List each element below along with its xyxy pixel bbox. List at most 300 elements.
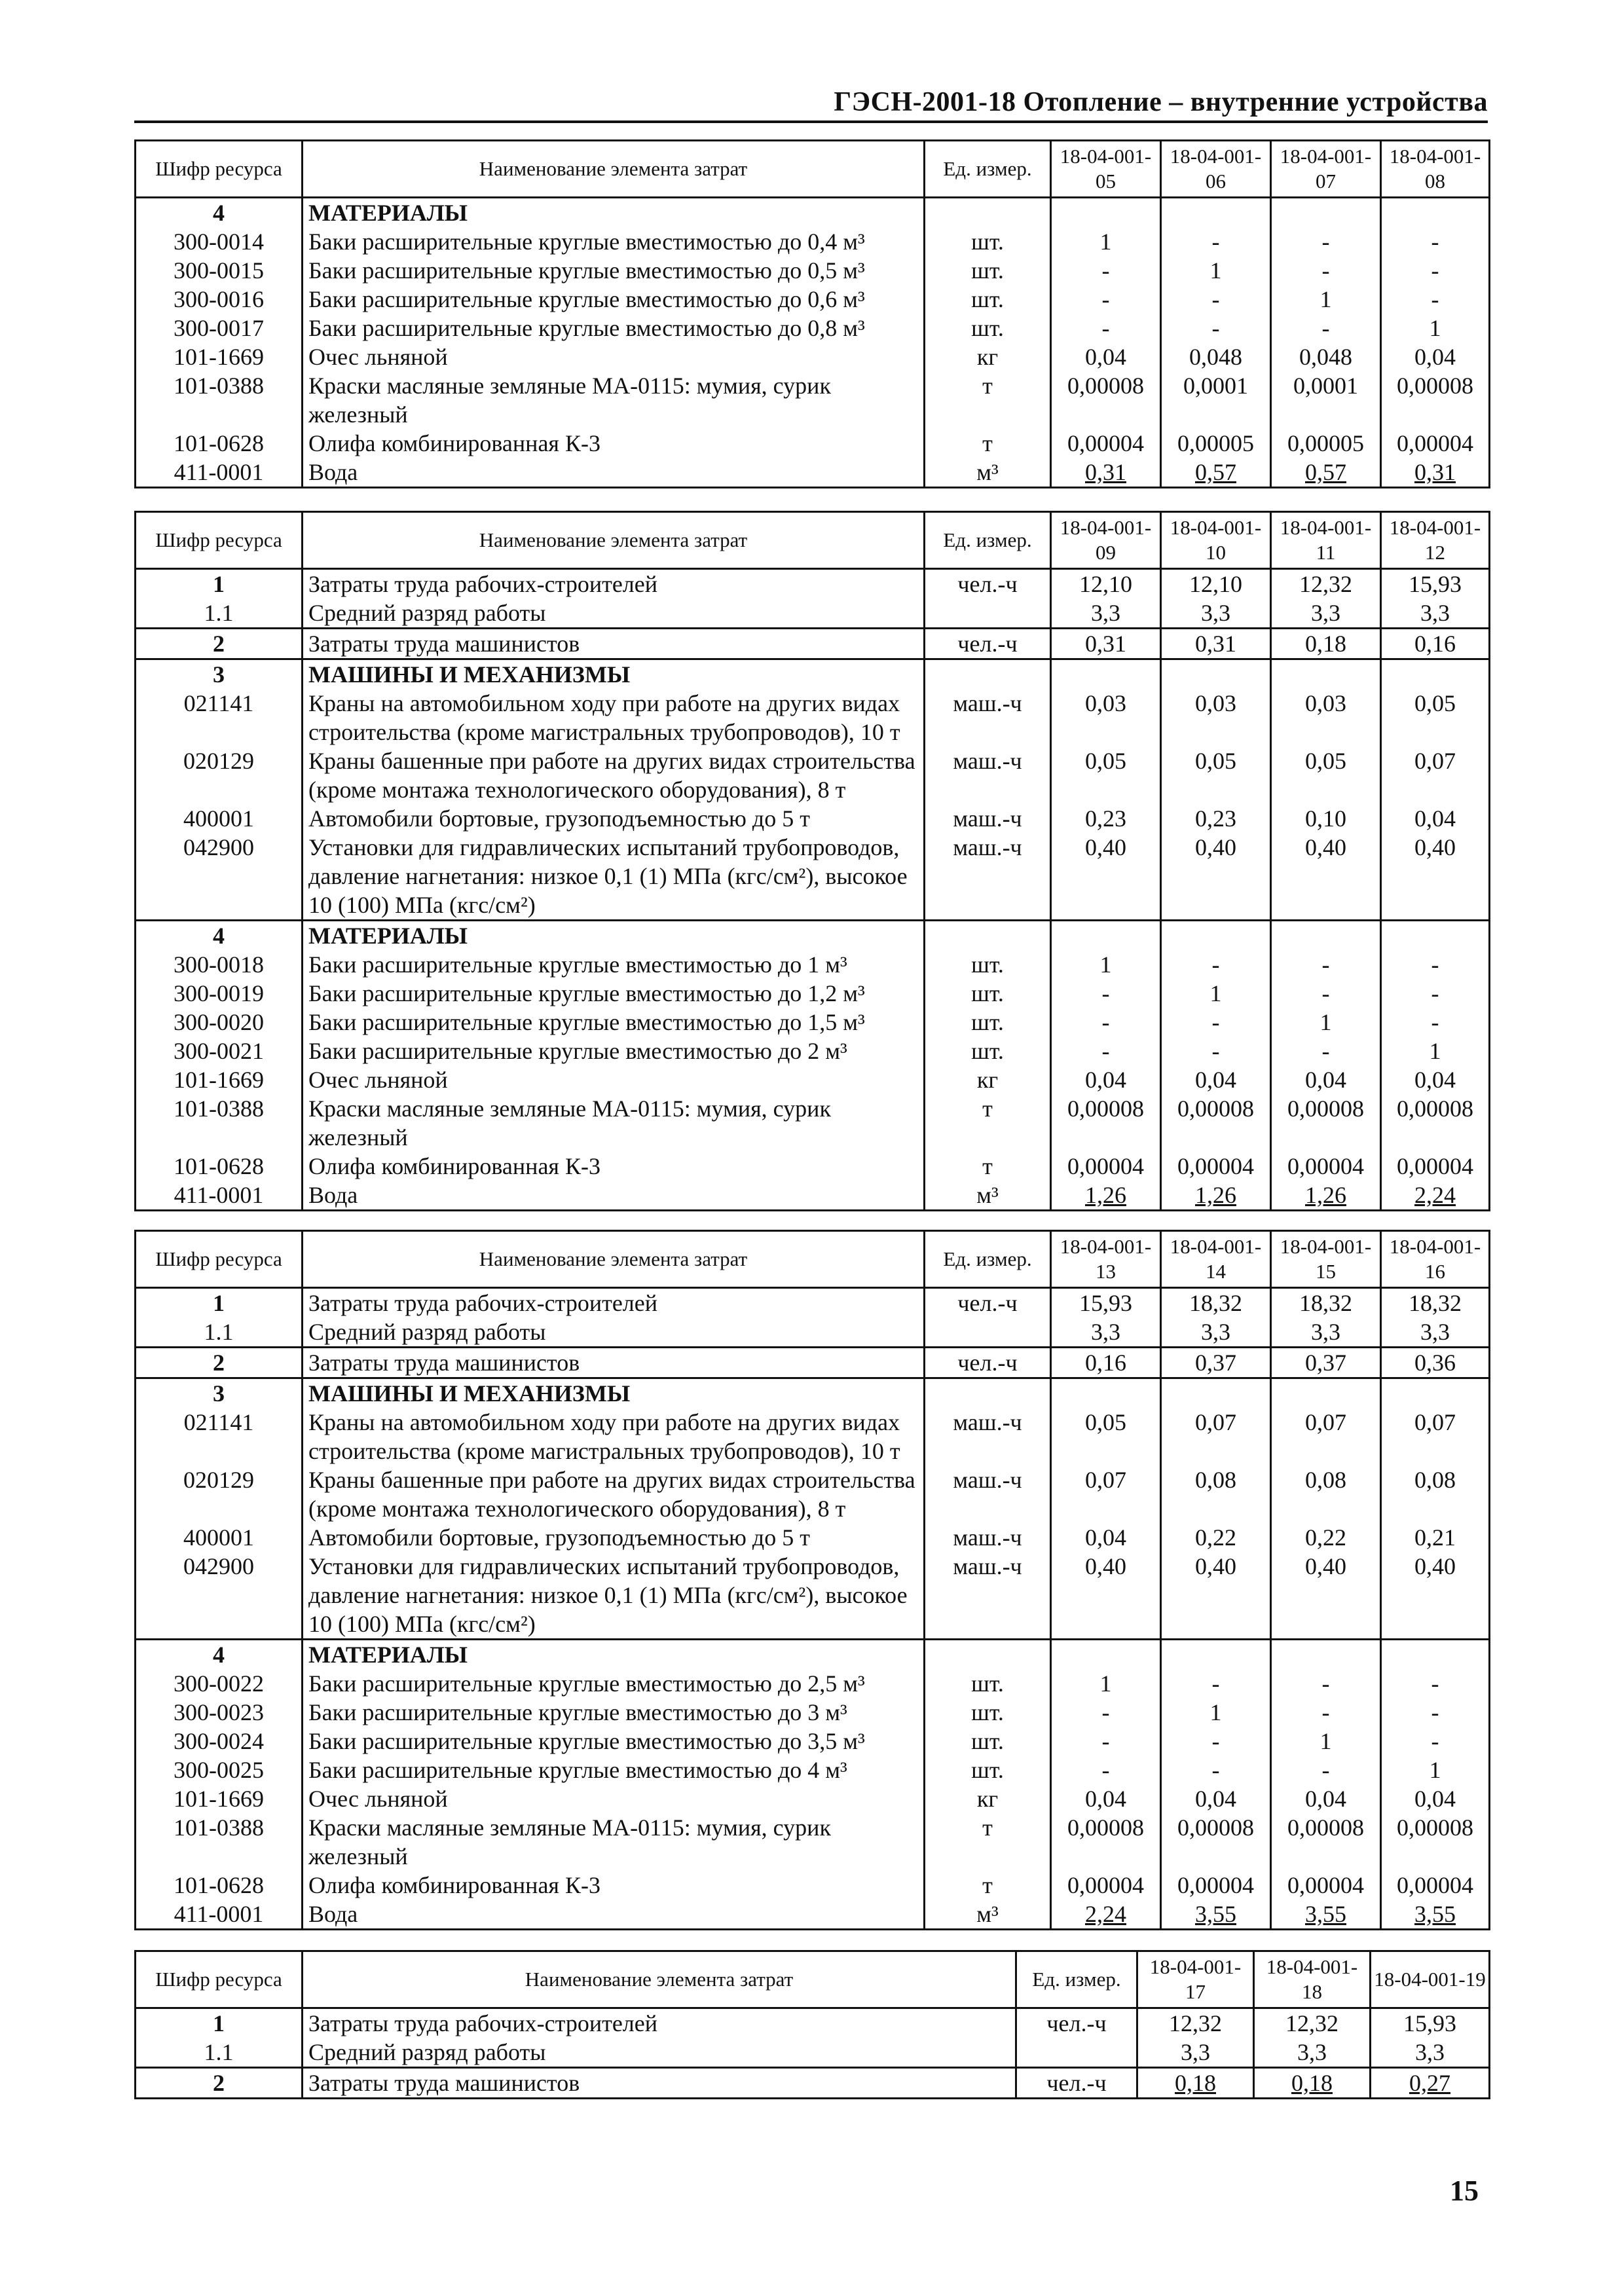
cell-value: 0,21 [1381, 1523, 1490, 1552]
table-row [136, 659, 1490, 690]
table-row [136, 429, 1490, 458]
cell-unit: шт. [925, 979, 1051, 1008]
cell-value: 0,05 [1271, 746, 1381, 804]
cell-unit: кг [925, 1065, 1051, 1094]
cell-code: 300-0023 [136, 1698, 303, 1727]
table-row [136, 458, 1490, 488]
cell-value: 12,32 [1254, 2008, 1371, 2038]
cell-value: 0,00008 [1051, 1813, 1161, 1871]
cell-value: 0,00004 [1161, 1871, 1271, 1900]
table-row [136, 1008, 1490, 1037]
header-norm-code: 18-04-001-11 [1271, 512, 1381, 569]
cell-unit: м³ [925, 1900, 1051, 1930]
cell-name: Баки расширительные круглые вместимостью до 0,4 м³ [303, 227, 925, 256]
cell-value: 0,18 [1271, 629, 1381, 659]
cell-code: 2 [136, 2068, 303, 2099]
cell-value: 0,03 [1051, 689, 1161, 746]
cell-unit [925, 659, 1051, 690]
table-row [136, 598, 1490, 629]
cell-name: Баки расширительные круглые вместимостью до 0,8 м³ [303, 314, 925, 342]
cell-value: 0,00004 [1381, 1871, 1490, 1900]
table-row [136, 198, 1490, 228]
cell-code: 020129 [136, 746, 303, 804]
cell-name: Очес льняной [303, 342, 925, 371]
cell-value: 0,04 [1381, 1784, 1490, 1813]
cell-value: 0,04 [1051, 1784, 1161, 1813]
cell-name: Баки расширительные круглые вместимостью до 4 м³ [303, 1756, 925, 1784]
cell-code: 4 [136, 198, 303, 228]
cell-value: 3,3 [1381, 598, 1490, 629]
cell-code: 101-0388 [136, 1813, 303, 1871]
table-row [136, 285, 1490, 314]
cell-value: - [1051, 1008, 1161, 1037]
cell-value: 0,40 [1051, 833, 1161, 921]
cell-value: 1 [1381, 1037, 1490, 1065]
cell-value [1051, 921, 1161, 951]
cell-value: 1 [1271, 285, 1381, 314]
table-row [136, 1756, 1490, 1784]
cell-unit: т [925, 1152, 1051, 1181]
cell-value: 0,00008 [1161, 1094, 1271, 1152]
cell-value: 0,00005 [1161, 429, 1271, 458]
cell-name: Очес льняной [303, 1065, 925, 1094]
cell-unit: чел.-ч [925, 1348, 1051, 1378]
cell-code: 300-0020 [136, 1008, 303, 1037]
resource-table-3 [134, 1230, 1490, 1930]
cell-unit: шт. [925, 1037, 1051, 1065]
cell-unit: маш.-ч [925, 804, 1051, 833]
header-norm-code: 18-04-001-07 [1271, 141, 1381, 198]
cell-value: 0,04 [1161, 1784, 1271, 1813]
header-norm-code: 18-04-001-19 [1371, 1951, 1490, 2008]
page-number: 15 [1450, 2175, 1479, 2207]
cell-name: Установки для гидравлических испытаний трубопроводов, давление нагнетания: низкое 0,1 (1) МПа (кгс/см²), высокое 10 (100) МПа (кгс/см²) [303, 833, 925, 921]
resource-table-1 [134, 139, 1490, 488]
cell-value [1051, 1378, 1161, 1408]
table-row [136, 1288, 1490, 1318]
cell-name: Краны на автомобильном ходу при работе на других видах строительства (кроме магистральных трубопроводов), 10 т [303, 1408, 925, 1465]
cell-name: Затраты труда рабочих-строителей [303, 569, 925, 599]
cell-value: 15,93 [1051, 1288, 1161, 1318]
cell-unit: м³ [925, 1181, 1051, 1211]
cell-value: 3,3 [1271, 598, 1381, 629]
cell-value: 0,40 [1051, 1552, 1161, 1640]
cell-value: - [1161, 314, 1271, 342]
resource-table-4 [134, 1950, 1490, 2099]
cell-code: 042900 [136, 1552, 303, 1640]
cell-value: - [1271, 1669, 1381, 1698]
cell-value [1051, 659, 1161, 690]
cell-value: - [1051, 1698, 1161, 1727]
cell-value: 0,00004 [1381, 1152, 1490, 1181]
cell-unit: маш.-ч [925, 746, 1051, 804]
table-row [136, 629, 1490, 659]
cell-value: 0,08 [1271, 1465, 1381, 1523]
cell-value: 0,00008 [1051, 1094, 1161, 1152]
cell-value: 0,37 [1271, 1348, 1381, 1378]
cell-name: Автомобили бортовые, грузоподъемностью до 5 т [303, 1523, 925, 1552]
cell-value: - [1051, 314, 1161, 342]
cell-unit: т [925, 1813, 1051, 1871]
table-row [136, 1871, 1490, 1900]
cell-value: - [1161, 1037, 1271, 1065]
cell-value: 1 [1051, 950, 1161, 979]
table-header-row [136, 512, 1490, 569]
cell-value: 0,57 [1271, 458, 1381, 488]
cell-value: 0,00004 [1051, 1152, 1161, 1181]
cell-value [1271, 198, 1381, 228]
cell-value: 3,3 [1137, 2038, 1254, 2068]
cell-code: 101-0388 [136, 1094, 303, 1152]
cell-value: 0,04 [1271, 1784, 1381, 1813]
cell-value: 15,93 [1371, 2008, 1490, 2038]
cell-code: 411-0001 [136, 1181, 303, 1211]
cell-value: 12,10 [1051, 569, 1161, 599]
cell-value: 3,3 [1254, 2038, 1371, 2068]
cell-value: 0,00005 [1271, 429, 1381, 458]
cell-value: 0,16 [1051, 1348, 1161, 1378]
cell-name: Затраты труда машинистов [303, 629, 925, 659]
cell-code: 101-0388 [136, 371, 303, 429]
table-row [136, 1640, 1490, 1670]
header-name: Наименование элемента затрат [303, 141, 925, 198]
cell-code: 042900 [136, 833, 303, 921]
table-row [136, 689, 1490, 746]
cell-value: 2,24 [1381, 1181, 1490, 1211]
cell-value: 18,32 [1161, 1288, 1271, 1318]
cell-unit: шт. [925, 1698, 1051, 1727]
cell-value: 0,00004 [1271, 1871, 1381, 1900]
cell-unit: чел.-ч [1016, 2068, 1137, 2099]
cell-value: 0,40 [1271, 833, 1381, 921]
table-row [136, 1065, 1490, 1094]
cell-value: 0,40 [1381, 833, 1490, 921]
header-norm-code: 18-04-001-15 [1271, 1231, 1381, 1288]
cell-code: 101-0628 [136, 1152, 303, 1181]
cell-code: 300-0018 [136, 950, 303, 979]
cell-value [1161, 198, 1271, 228]
cell-unit: т [925, 371, 1051, 429]
table-row [136, 1152, 1490, 1181]
cell-name: Установки для гидравлических испытаний трубопроводов, давление нагнетания: низкое 0,1 (1) МПа (кгс/см²), высокое 10 (100) МПа (кгс/см²) [303, 1552, 925, 1640]
cell-code: 101-0628 [136, 1871, 303, 1900]
cell-name: Баки расширительные круглые вместимостью до 1,5 м³ [303, 1008, 925, 1037]
cell-name: Баки расширительные круглые вместимостью до 2 м³ [303, 1037, 925, 1065]
table-row [136, 950, 1490, 979]
page-header [134, 84, 1488, 123]
cell-code: 4 [136, 921, 303, 951]
cell-value: 0,00008 [1271, 1813, 1381, 1871]
resource-table-2 [134, 511, 1490, 1211]
cell-value: 0,0001 [1271, 371, 1381, 429]
table-row [136, 1181, 1490, 1211]
cell-unit: чел.-ч [925, 1288, 1051, 1318]
cell-name: Баки расширительные круглые вместимостью до 1,2 м³ [303, 979, 925, 1008]
cell-value: 0,00004 [1051, 1871, 1161, 1900]
cell-value: 0,00008 [1051, 371, 1161, 429]
cell-value: 0,04 [1051, 1065, 1161, 1094]
cell-value: - [1051, 1756, 1161, 1784]
cell-value: 0,04 [1161, 1065, 1271, 1094]
table-row [136, 1698, 1490, 1727]
cell-code: 300-0022 [136, 1669, 303, 1698]
cell-name: Баки расширительные круглые вместимостью до 1 м³ [303, 950, 925, 979]
cell-unit: шт. [925, 1008, 1051, 1037]
cell-value: 3,55 [1271, 1900, 1381, 1930]
cell-value: 0,31 [1161, 629, 1271, 659]
cell-code: 300-0014 [136, 227, 303, 256]
cell-code: 1 [136, 1288, 303, 1318]
header-norm-code: 18-04-001-09 [1051, 512, 1161, 569]
cell-value: - [1161, 950, 1271, 979]
page-header-title: ГЭСН-2001-18 Отопление – внутренние устройства [834, 87, 1488, 117]
cell-value: 0,05 [1381, 689, 1490, 746]
table-row [136, 314, 1490, 342]
cell-name: Баки расширительные круглые вместимостью до 3,5 м³ [303, 1727, 925, 1756]
cell-code: 2 [136, 629, 303, 659]
table-row [136, 1037, 1490, 1065]
cell-name: Краны башенные при работе на других видах строительства (кроме монтажа технологического оборудования), 8 т [303, 1465, 925, 1523]
cell-value: 0,27 [1371, 2068, 1490, 2099]
cell-value: - [1381, 1669, 1490, 1698]
cell-value: 12,10 [1161, 569, 1271, 599]
table-row [136, 256, 1490, 285]
cell-value: 0,22 [1271, 1523, 1381, 1552]
table-row [136, 569, 1490, 599]
header-norm-code: 18-04-001-13 [1051, 1231, 1161, 1288]
cell-value: 3,55 [1161, 1900, 1271, 1930]
cell-value: 0,40 [1271, 1552, 1381, 1640]
cell-value: 1 [1161, 256, 1271, 285]
cell-value: 1,26 [1051, 1181, 1161, 1211]
cell-name: Баки расширительные круглые вместимостью до 0,6 м³ [303, 285, 925, 314]
cell-name: Вода [303, 1181, 925, 1211]
cell-name: Олифа комбинированная К-3 [303, 429, 925, 458]
header-code: Шифр ресурса [136, 141, 303, 198]
cell-name: МАШИНЫ И МЕХАНИЗМЫ [303, 1378, 925, 1408]
cell-name: Олифа комбинированная К-3 [303, 1152, 925, 1181]
cell-value [1161, 1378, 1271, 1408]
header-unit: Ед. измер. [925, 512, 1051, 569]
cell-value [1271, 921, 1381, 951]
cell-unit: маш.-ч [925, 1523, 1051, 1552]
cell-value: 0,04 [1381, 1065, 1490, 1094]
cell-value: 0,07 [1051, 1465, 1161, 1523]
table-row [136, 2008, 1490, 2038]
table-row [136, 1813, 1490, 1871]
cell-name: Баки расширительные круглые вместимостью до 0,5 м³ [303, 256, 925, 285]
header-code: Шифр ресурса [136, 512, 303, 569]
cell-value [1381, 198, 1490, 228]
cell-value: 3,3 [1051, 1317, 1161, 1348]
header-unit: Ед. измер. [925, 1231, 1051, 1288]
cell-value: 0,40 [1161, 833, 1271, 921]
cell-code: 101-0628 [136, 429, 303, 458]
cell-value [1051, 198, 1161, 228]
cell-value: 2,24 [1051, 1900, 1161, 1930]
cell-value: 1 [1381, 314, 1490, 342]
cell-value: 1 [1271, 1008, 1381, 1037]
cell-value: 0,37 [1161, 1348, 1271, 1378]
cell-code: 3 [136, 659, 303, 690]
cell-value: 0,57 [1161, 458, 1271, 488]
cell-value: - [1051, 256, 1161, 285]
cell-value: 0,07 [1381, 746, 1490, 804]
cell-code: 400001 [136, 804, 303, 833]
cell-unit [1016, 2038, 1137, 2068]
table-row [136, 1727, 1490, 1756]
cell-value [1161, 921, 1271, 951]
table-header-row [136, 141, 1490, 198]
cell-unit: шт. [925, 1669, 1051, 1698]
cell-value: 0,40 [1381, 1552, 1490, 1640]
cell-unit: маш.-ч [925, 1552, 1051, 1640]
header-code: Шифр ресурса [136, 1951, 303, 2008]
cell-value: 0,05 [1051, 746, 1161, 804]
cell-name: МАШИНЫ И МЕХАНИЗМЫ [303, 659, 925, 690]
cell-value: 0,00008 [1381, 1094, 1490, 1152]
header-norm-code: 18-04-001-17 [1137, 1951, 1254, 2008]
cell-value: 0,23 [1051, 804, 1161, 833]
cell-name: Краски масляные земляные МА-0115: мумия, сурик железный [303, 1813, 925, 1871]
cell-value: 1 [1381, 1756, 1490, 1784]
cell-value: 1 [1051, 1669, 1161, 1698]
cell-value: 0,00004 [1271, 1152, 1381, 1181]
table-row [136, 1094, 1490, 1152]
cell-unit: шт. [925, 1727, 1051, 1756]
cell-value: - [1271, 256, 1381, 285]
cell-value [1051, 1640, 1161, 1670]
cell-value: 0,00004 [1051, 429, 1161, 458]
cell-value: 3,3 [1051, 598, 1161, 629]
cell-value: 0,00008 [1381, 371, 1490, 429]
cell-value: 0,31 [1381, 458, 1490, 488]
cell-name: МАТЕРИАЛЫ [303, 1640, 925, 1670]
cell-value: 0,03 [1271, 689, 1381, 746]
cell-name: Средний разряд работы [303, 2038, 1016, 2068]
cell-value: 0,07 [1161, 1408, 1271, 1465]
cell-code: 1.1 [136, 1317, 303, 1348]
cell-value: 0,04 [1381, 804, 1490, 833]
cell-code: 1 [136, 569, 303, 599]
cell-unit [925, 1317, 1051, 1348]
header-norm-code: 18-04-001-05 [1051, 141, 1161, 198]
cell-value: 1 [1161, 979, 1271, 1008]
cell-value: 0,048 [1271, 342, 1381, 371]
table-header-row [136, 1951, 1490, 2008]
cell-value [1381, 1640, 1490, 1670]
header-code: Шифр ресурса [136, 1231, 303, 1288]
cell-unit: шт. [925, 314, 1051, 342]
cell-name: Затраты труда машинистов [303, 2068, 1016, 2099]
cell-code: 020129 [136, 1465, 303, 1523]
cell-name: Баки расширительные круглые вместимостью до 3 м³ [303, 1698, 925, 1727]
table-row [136, 2068, 1490, 2099]
cell-name: Автомобили бортовые, грузоподъемностью до 5 т [303, 804, 925, 833]
cell-unit: т [925, 1094, 1051, 1152]
cell-value: 0,22 [1161, 1523, 1271, 1552]
cell-value: 1 [1051, 227, 1161, 256]
cell-unit [925, 598, 1051, 629]
cell-unit: маш.-ч [925, 833, 1051, 921]
cell-value: - [1271, 1037, 1381, 1065]
table-row [136, 1378, 1490, 1408]
cell-value: 0,08 [1381, 1465, 1490, 1523]
cell-unit [925, 1640, 1051, 1670]
cell-unit: маш.-ч [925, 1465, 1051, 1523]
cell-unit: шт. [925, 1756, 1051, 1784]
cell-code: 4 [136, 1640, 303, 1670]
table-header-row [136, 1231, 1490, 1288]
cell-name: Затраты труда машинистов [303, 1348, 925, 1378]
table-row [136, 979, 1490, 1008]
cell-value: 0,048 [1161, 342, 1271, 371]
cell-value [1271, 659, 1381, 690]
cell-value: 0,00008 [1161, 1813, 1271, 1871]
cell-value: 0,00008 [1381, 1813, 1490, 1871]
cell-value: - [1271, 950, 1381, 979]
cell-value: - [1381, 1008, 1490, 1037]
cell-value [1271, 1640, 1381, 1670]
cell-code: 1 [136, 2008, 303, 2038]
cell-code: 300-0019 [136, 979, 303, 1008]
cell-value: 0,04 [1051, 1523, 1161, 1552]
table-row [136, 1900, 1490, 1930]
table-row [136, 1669, 1490, 1698]
cell-value [1381, 659, 1490, 690]
cell-value: 0,0001 [1161, 371, 1271, 429]
cell-unit: шт. [925, 285, 1051, 314]
cell-unit [925, 921, 1051, 951]
table-row [136, 2038, 1490, 2068]
cell-name: Вода [303, 1900, 925, 1930]
cell-value: 0,10 [1271, 804, 1381, 833]
cell-value [1161, 659, 1271, 690]
cell-name: Средний разряд работы [303, 1317, 925, 1348]
cell-name: Вода [303, 458, 925, 488]
table-row [136, 371, 1490, 429]
cell-name: Очес льняной [303, 1784, 925, 1813]
table-row [136, 227, 1490, 256]
cell-value: 0,07 [1271, 1408, 1381, 1465]
cell-unit: маш.-ч [925, 1408, 1051, 1465]
cell-value: - [1271, 979, 1381, 1008]
cell-code: 411-0001 [136, 1900, 303, 1930]
cell-code: 3 [136, 1378, 303, 1408]
table-row [136, 746, 1490, 804]
cell-value: - [1161, 227, 1271, 256]
cell-value [1161, 1640, 1271, 1670]
cell-value: 3,3 [1371, 2038, 1490, 2068]
cell-name: Краны башенные при работе на других видах строительства (кроме монтажа технологического оборудования), 8 т [303, 746, 925, 804]
cell-name: Затраты труда рабочих-строителей [303, 2008, 1016, 2038]
cell-unit: чел.-ч [1016, 2008, 1137, 2038]
cell-value: 1,26 [1161, 1181, 1271, 1211]
header-unit: Ед. измер. [925, 141, 1051, 198]
cell-code: 101-1669 [136, 1065, 303, 1094]
cell-unit: т [925, 429, 1051, 458]
header-name: Наименование элемента затрат [303, 1231, 925, 1288]
cell-value: - [1051, 1727, 1161, 1756]
cell-value: 0,18 [1137, 2068, 1254, 2099]
table-row [136, 1408, 1490, 1465]
cell-value: - [1161, 1669, 1271, 1698]
cell-name: Средний разряд работы [303, 598, 925, 629]
cell-unit: чел.-ч [925, 629, 1051, 659]
cell-name: Краски масляные земляные МА-0115: мумия, сурик железный [303, 1094, 925, 1152]
cell-unit: маш.-ч [925, 689, 1051, 746]
table-row [136, 342, 1490, 371]
